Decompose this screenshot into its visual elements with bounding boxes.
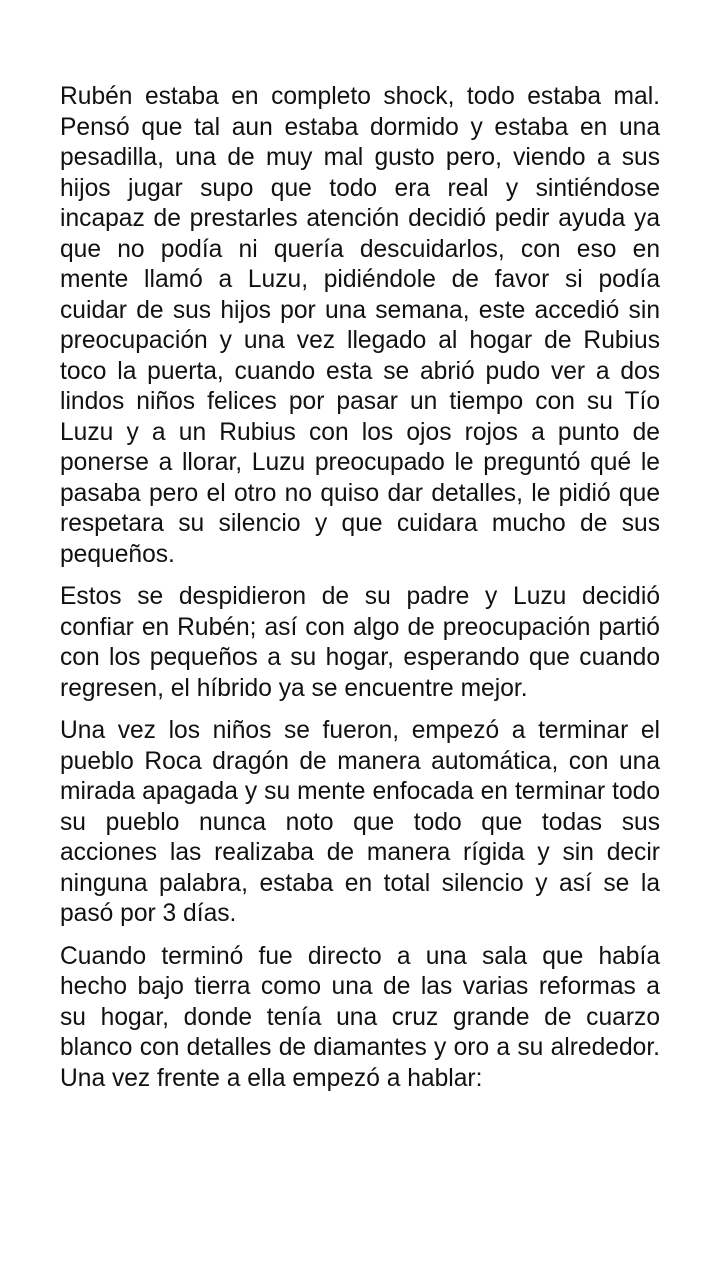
paragraph-2: Estos se despidieron de su padre y Luzu decidió confiar en Rubén; así con algo de preocupación partió con los pequeños a su hogar, esperando que cuando regresen, el híbrido ya se encuentre mejor.	[60, 583, 660, 702]
paragraph-3: Una vez los niños se fueron, empezó a terminar el pueblo Roca dragón de manera automática, con una mirada apagada y su mente enfocada en terminar todo su pueblo nunca noto que todo que todas sus acciones las realizaba de manera rígida y sin decir ninguna palabra, estaba en total silencio y así se la pasó por 3 días.	[60, 717, 660, 927]
paragraph-1: Rubén estaba en completo shock, todo estaba mal. Pensó que tal aun estaba dormido y estaba en una pesadilla, una de muy mal gusto pero, viendo a sus hijos jugar supo que todo era real y sintiéndose incapaz de prestarles atención decidió pedir ayuda ya que no podía ni quería descuidarlos, con eso en mente llamó a Luzu, pidiéndole de favor si podía cuidar de sus hijos por una semana, este accedió sin preocupación y una vez llegado al hogar de Rubius toco la puerta, cuando esta se abrió pudo ver a dos lindos niños felices por pasar un tiempo con su Tío Luzu y a un Rubius con los ojos rojos a punto de ponerse a llorar, Luzu preocupado le preguntó qué le pasaba pero el otro no quiso dar detalles, le pidió que respetara su silencio y que cuidara mucho de sus pequeños.	[60, 83, 660, 568]
paragraph-4: Cuando terminó fue directo a una sala que había hecho bajo tierra como una de las varias reformas a su hogar, donde tenía una cruz grande de cuarzo blanco con detalles de diamantes y oro a su alrededor. Una vez frente a ella empezó a hablar:	[60, 942, 660, 1092]
